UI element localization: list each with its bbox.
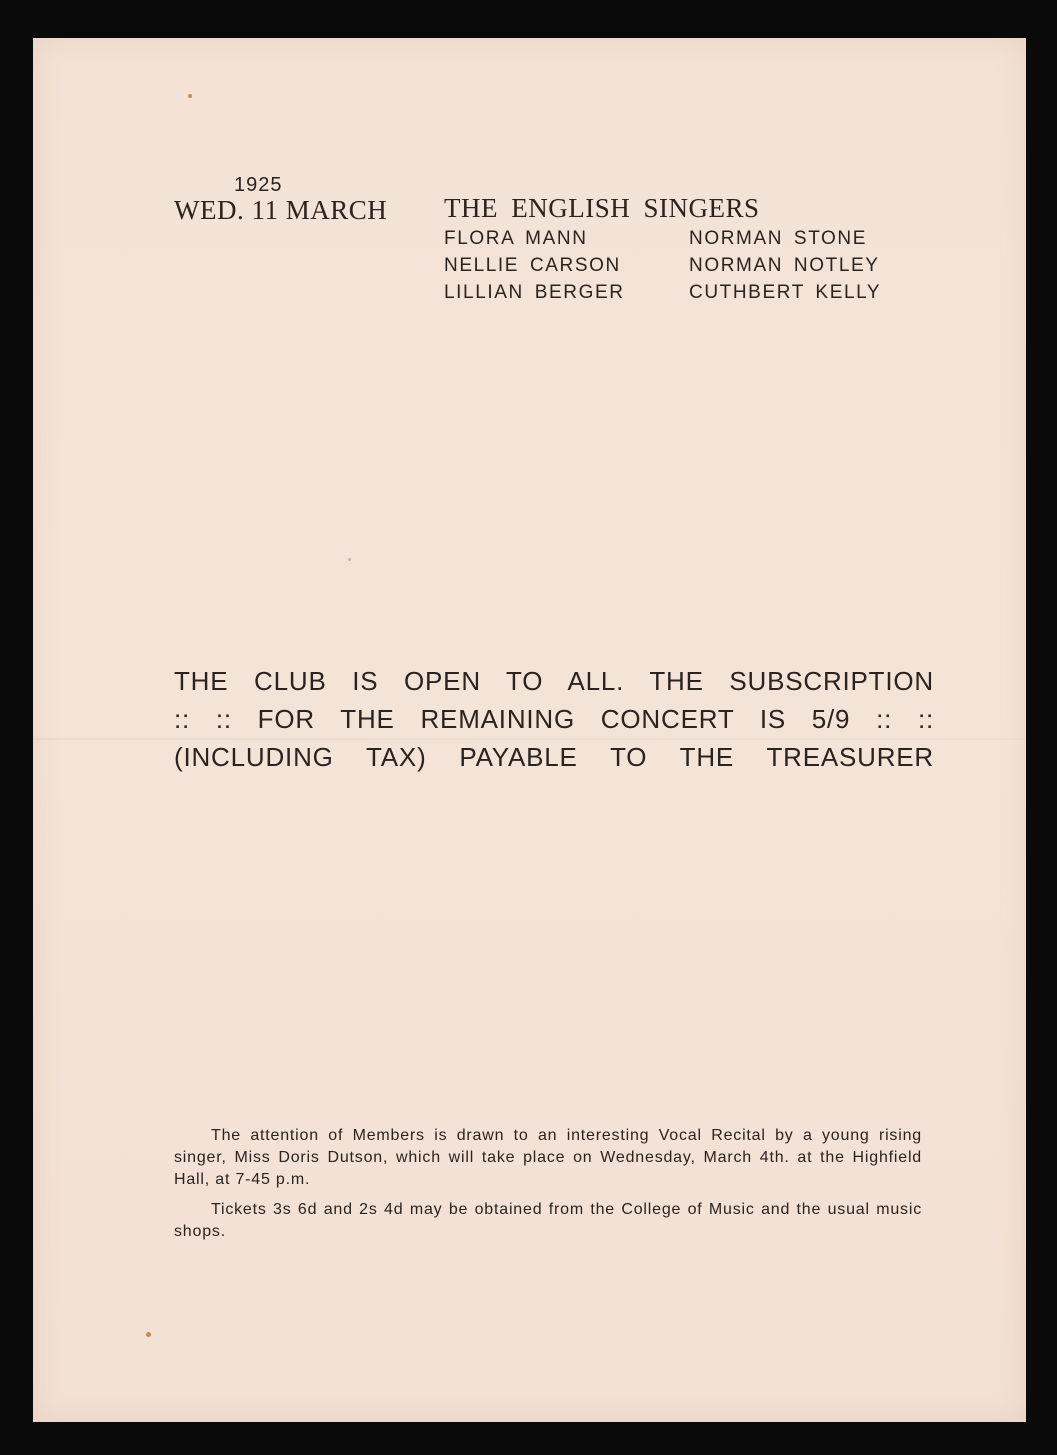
recital-announcement	[174, 1125, 922, 1251]
recital-paragraph: The attention of Members is drawn to an interesting Vocal Recital by a young rising singer, Miss Doris Dutson, which will take place on Wednesday, March 4th. at the Highfield Hall, at 7-45 p.m.	[174, 1127, 922, 1188]
notice-line: :: :: FOR THE REMAINING CONCERT IS 5/9 :: ::	[174, 704, 934, 734]
member-name: LILLIAN BERGER	[444, 282, 625, 303]
notice-line: THE CLUB IS OPEN TO ALL. THE SUBSCRIPTION	[174, 666, 934, 696]
subscription-notice	[174, 662, 934, 776]
paper-speck	[348, 558, 351, 561]
programme-sheet	[33, 38, 1026, 1422]
member-name: CUTHBERT KELLY	[689, 282, 882, 303]
paper-speck	[146, 1332, 151, 1337]
tickets-paragraph: Tickets 3s 6d and 2s 4d may be obtained from the College of Music and the usual music shops.	[174, 1201, 922, 1240]
member-name: NELLIE CARSON	[444, 255, 621, 276]
member-list	[444, 226, 914, 305]
concert-date: WED. 11 MARCH	[174, 195, 388, 225]
ensemble-name: THE ENGLISH SINGERS	[444, 193, 760, 223]
member-name: FLORA MANN	[444, 228, 588, 249]
notice-line: (INCLUDING TAX) PAYABLE TO THE TREASURER	[174, 742, 934, 772]
member-name: NORMAN NOTLEY	[689, 255, 880, 276]
paper-speck	[188, 94, 192, 98]
concert-year: 1925	[234, 174, 283, 196]
member-name: NORMAN STONE	[689, 228, 868, 249]
